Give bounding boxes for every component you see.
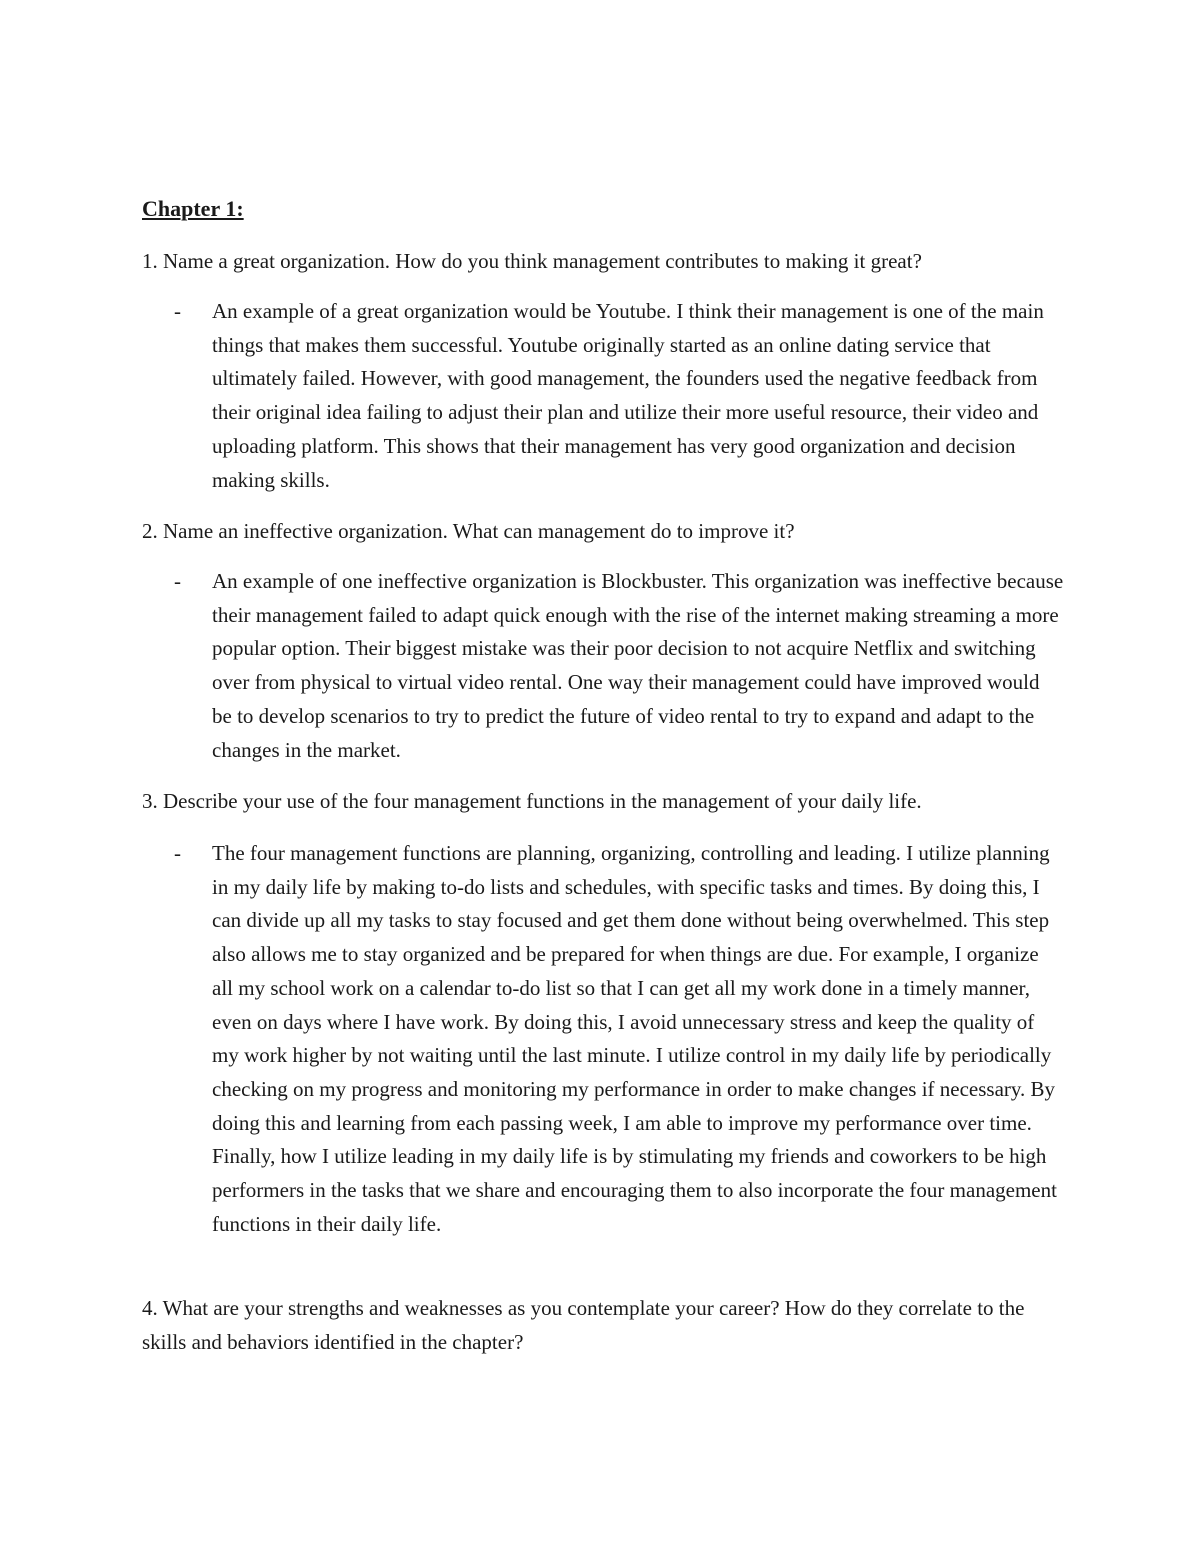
answer-3-text: The four management functions are planning, organizing, controlling and leading. I utilize planning in my daily life by making to-do lists and schedules, with specific tasks and times. By doing this, I can divide up all my tasks to stay focused and get them done without being overwhelmed. This step also allows me to stay organized and be prepared for when things are due. For example, I organize all my school work on a calendar to-do list so that I can get all my work done in a timely manner, even on days where I have work. By doing this, I avoid unnecessary stress and keep the quality of my work higher by not waiting until the last minute. I utilize control in my daily life by periodically checking on my progress and monitoring my performance in order to make changes if necessary. By doing this and learning from each passing week, I am able to improve my performance over time. Finally, how I utilize leading in my daily life is by stimulating my friends and coworkers to be high performers in the tasks that we share and encouraging them to also incorporate the four management functions in their daily life. <box>212 841 1057 1236</box>
question-1: 1. Name a great organization. How do you think management contributes to making it great? <box>142 249 922 273</box>
answer-1-text: An example of a great organization would be Youtube. I think their management is one of the main things that makes them successful. Youtube originally started as an online dating service that ultimately failed. However, with good management, the founders used the negative feedback from their original idea failing to adjust their plan and utilize their more useful resource, their video and uploading platform. This shows that their management has very good organization and decision making skills. <box>212 299 1044 492</box>
question-4: 4. What are your strengths and weaknesses as you contemplate your career? How do they correlate to the skills and behaviors identified in the chapter? <box>142 1296 1025 1354</box>
question-2: 2. Name an ineffective organization. What can management do to improve it? <box>142 519 795 543</box>
answer-1 <box>174 295 1064 497</box>
answer-2 <box>174 565 1064 767</box>
answer-2-text: An example of one ineffective organization is Blockbuster. This organization was ineffective because their management failed to adapt quick enough with the rise of the internet making streaming a more popular option. Their biggest mistake was their poor decision to not acquire Netflix and switching over from physical to virtual video rental. One way their management could have improved would be to develop scenarios to try to predict the future of video rental to try to expand and adapt to the changes in the market. <box>212 569 1064 762</box>
bullet-dash: - <box>174 299 181 323</box>
chapter-heading: Chapter 1: <box>142 196 244 221</box>
bullet-dash: - <box>174 841 181 865</box>
bullet-dash: - <box>174 569 181 593</box>
answer-3 <box>174 837 1064 1241</box>
question-3: 3. Describe your use of the four management functions in the management of your daily life. <box>142 789 922 813</box>
